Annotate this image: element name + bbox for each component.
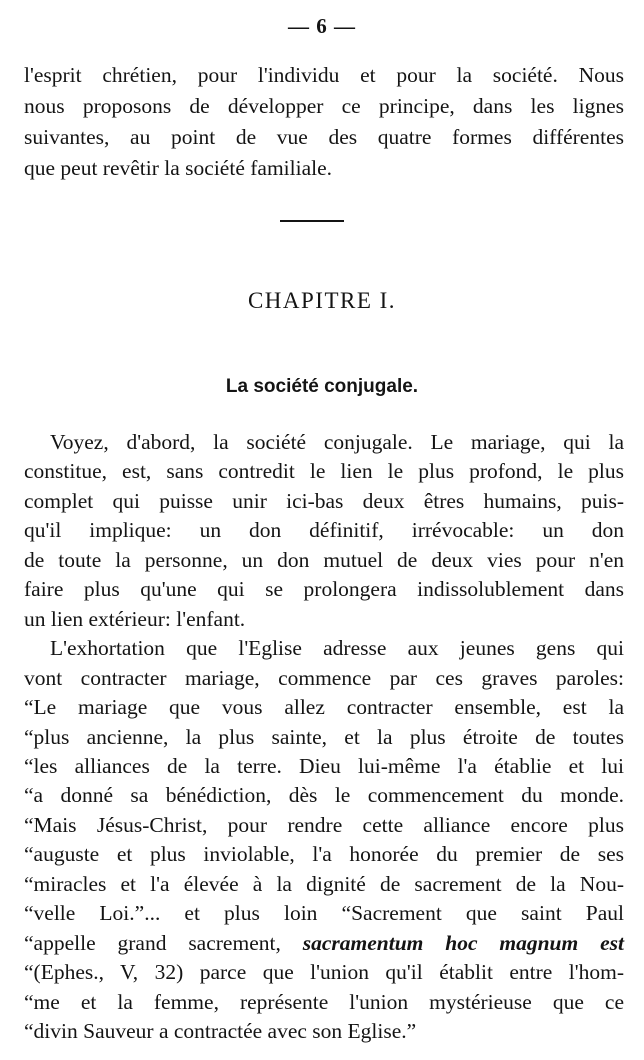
- text-line: vont contracter mariage, commence par ces graves paroles:: [24, 665, 624, 690]
- text-line: suivantes, au point de vue des quatre formes différentes: [24, 125, 624, 149]
- section-title: La société conjugale.: [225, 376, 419, 397]
- latin-phrase: sacramentum hoc magnum est: [302, 930, 624, 955]
- text-line: complet qui puisse unir ici-bas deux êtres humains, puis-: [24, 488, 624, 513]
- text-line: L'exhortation que l'Eglise adresse aux jeunes gens qui: [50, 636, 624, 661]
- text-line: “me et la femme, représente l'union mystérieuse que ce: [24, 989, 624, 1014]
- text-line: “(Ephes., V, 32) parce que l'union qu'il établit entre l'hom-: [24, 960, 624, 985]
- text-line: l'esprit chrétien, pour l'individu et pour la société. Nous: [24, 63, 624, 87]
- text-line: nous proposons de développer ce principe, dans les lignes: [24, 94, 624, 118]
- text-line: “Le mariage que vous allez contracter ensemble, est la: [24, 695, 624, 720]
- text-segment: “appelle grand sacrement,: [24, 930, 303, 955]
- text-line: un lien extérieur: l'enfant.: [24, 606, 246, 631]
- chapter-title: CHAPITRE I.: [247, 288, 397, 313]
- text-line: “plus ancienne, la plus sainte, et la plus étroite de toutes: [24, 724, 624, 749]
- text-line: “Mais Jésus-Christ, pour rendre cette alliance encore plus: [24, 812, 624, 837]
- text-line-latin-quote: [24, 928, 624, 958]
- text-line: de toute la personne, un don mutuel de deux vies pour n'en: [24, 547, 624, 572]
- text-line: “a donné sa bénédiction, dès le commencement du monde.: [24, 783, 624, 808]
- page-number: — 6 —: [288, 14, 356, 38]
- text-line: “auguste et plus inviolable, l'a honorée du premier de ses: [24, 842, 624, 867]
- text-line: que peut revêtir la société familiale.: [24, 156, 333, 180]
- text-line: Voyez, d'abord, la société conjugale. Le mariage, qui la: [50, 430, 624, 454]
- text-line: “les alliances de la terre. Dieu lui-même l'a établie et lui: [24, 753, 624, 778]
- text-line: qu'il implique: un don définitif, irrévocable: un don: [24, 518, 624, 543]
- text-line: constitue, est, sans contredit le lien le plus profond, le plus: [24, 459, 624, 484]
- text-line: “divin Sauveur a contractée avec son Eglise.”: [24, 1019, 417, 1043]
- section-divider: [280, 220, 344, 222]
- text-line: “velle Loi.”... et plus loin “Sacrement que saint Paul: [24, 901, 624, 926]
- text-line: faire plus qu'une qui se prolongera indissolublement dans: [24, 577, 624, 602]
- text-line: “miracles et l'a élevée à la dignité de sacrement de la Nou-: [24, 871, 624, 896]
